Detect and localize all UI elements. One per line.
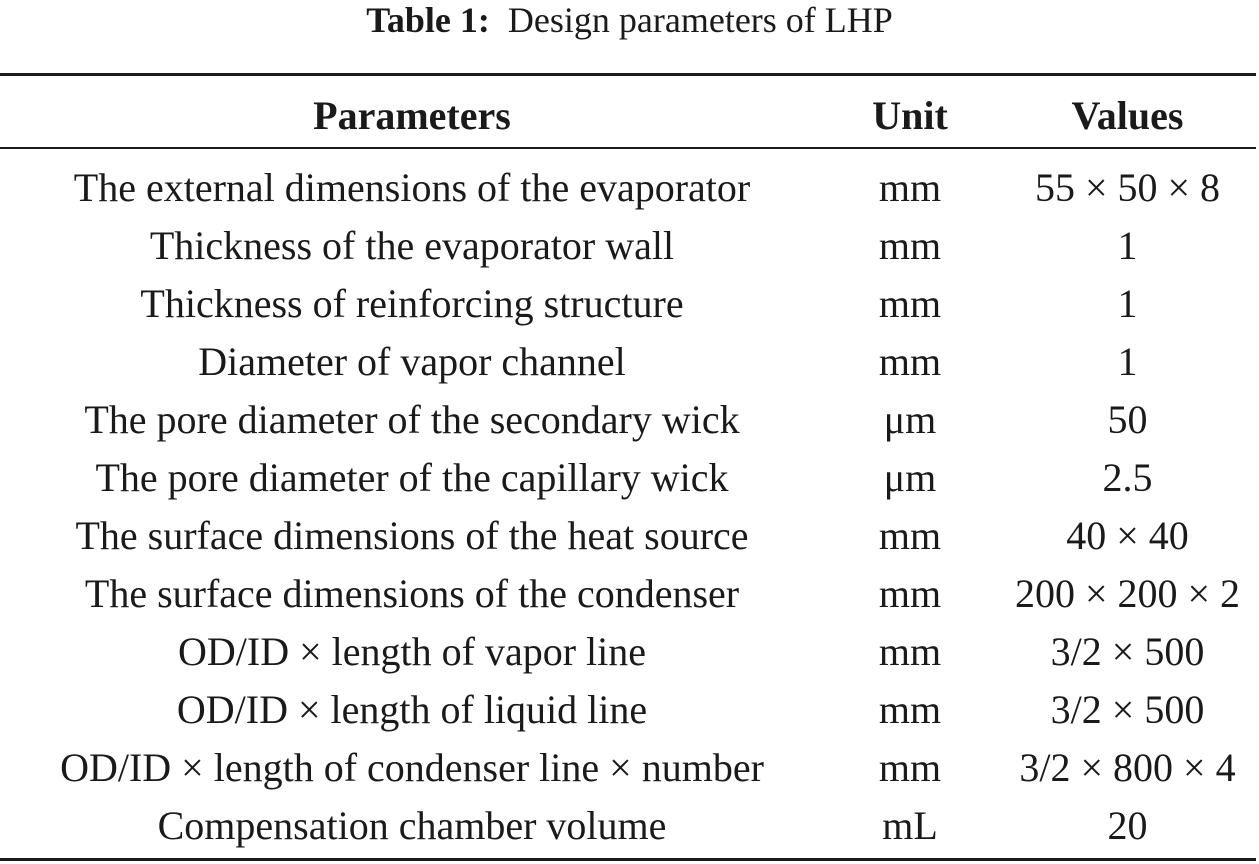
table-row bbox=[0, 507, 1259, 565]
header-rule bbox=[0, 147, 1256, 149]
parameter-cell: The surface dimensions of the heat source bbox=[75, 513, 749, 558]
unit-cell: mm bbox=[878, 745, 942, 790]
parameter-cell: Diameter of vapor channel bbox=[198, 339, 626, 384]
unit-cell: μm bbox=[883, 397, 937, 442]
value-cell: 2.5 bbox=[1102, 455, 1153, 500]
table-row bbox=[0, 565, 1259, 623]
unit-cell: mm bbox=[878, 223, 942, 268]
unit-cell: mm bbox=[878, 687, 942, 732]
value-cell: 3/2 × 800 × 4 bbox=[1019, 745, 1236, 790]
value-cell: 3/2 × 500 bbox=[1050, 629, 1205, 674]
unit-cell: mL bbox=[882, 803, 938, 848]
table-row bbox=[0, 333, 1259, 391]
value-cell: 3/2 × 500 bbox=[1050, 687, 1205, 732]
parameter-cell: Thickness of the evaporator wall bbox=[149, 223, 675, 268]
table-row bbox=[0, 217, 1259, 275]
unit-cell: mm bbox=[878, 281, 942, 326]
parameter-cell: Compensation chamber volume bbox=[157, 803, 667, 848]
value-cell: 55 × 50 × 8 bbox=[1034, 165, 1221, 210]
table-row bbox=[0, 681, 1259, 739]
bottom-rule bbox=[0, 858, 1256, 861]
parameter-cell: OD/ID × length of vapor line bbox=[177, 629, 646, 674]
parameter-cell: OD/ID × length of condenser line × number bbox=[60, 745, 764, 790]
caption-text: Design parameters of LHP bbox=[507, 0, 893, 40]
unit-cell: mm bbox=[878, 571, 942, 616]
value-cell: 40 × 40 bbox=[1066, 513, 1189, 558]
unit-cell: μm bbox=[883, 455, 937, 500]
parameter-cell: Thickness of reinforcing structure bbox=[140, 281, 684, 326]
parameter-cell: The external dimensions of the evaporator bbox=[73, 165, 751, 210]
value-cell: 1 bbox=[1117, 281, 1138, 326]
table-body bbox=[0, 159, 1259, 855]
table-row bbox=[0, 739, 1259, 797]
caption-label: Table 1: bbox=[366, 0, 490, 40]
top-rule bbox=[0, 73, 1256, 76]
header-unit: Unit bbox=[872, 93, 948, 138]
parameter-cell: The pore diameter of the capillary wick bbox=[95, 455, 729, 500]
parameter-cell: OD/ID × length of liquid line bbox=[176, 687, 648, 732]
value-cell: 20 bbox=[1107, 803, 1148, 848]
table-row bbox=[0, 449, 1259, 507]
table-row bbox=[0, 159, 1259, 217]
value-cell: 1 bbox=[1117, 223, 1138, 268]
unit-cell: mm bbox=[878, 513, 942, 558]
parameter-cell: The pore diameter of the secondary wick bbox=[84, 397, 740, 442]
table-row bbox=[0, 391, 1259, 449]
value-cell: 50 bbox=[1107, 397, 1148, 442]
value-cell: 1 bbox=[1117, 339, 1138, 384]
header-values: Values bbox=[1071, 93, 1184, 138]
value-cell: 200 × 200 × 2 bbox=[1014, 571, 1241, 616]
table-row bbox=[0, 275, 1259, 333]
table-caption bbox=[0, 0, 1259, 44]
header-parameters: Parameters bbox=[313, 93, 511, 138]
table-row bbox=[0, 797, 1259, 855]
table-row bbox=[0, 623, 1259, 681]
unit-cell: mm bbox=[878, 339, 942, 384]
unit-cell: mm bbox=[878, 629, 942, 674]
parameter-cell: The surface dimensions of the condenser bbox=[84, 571, 740, 616]
unit-cell: mm bbox=[878, 165, 942, 210]
